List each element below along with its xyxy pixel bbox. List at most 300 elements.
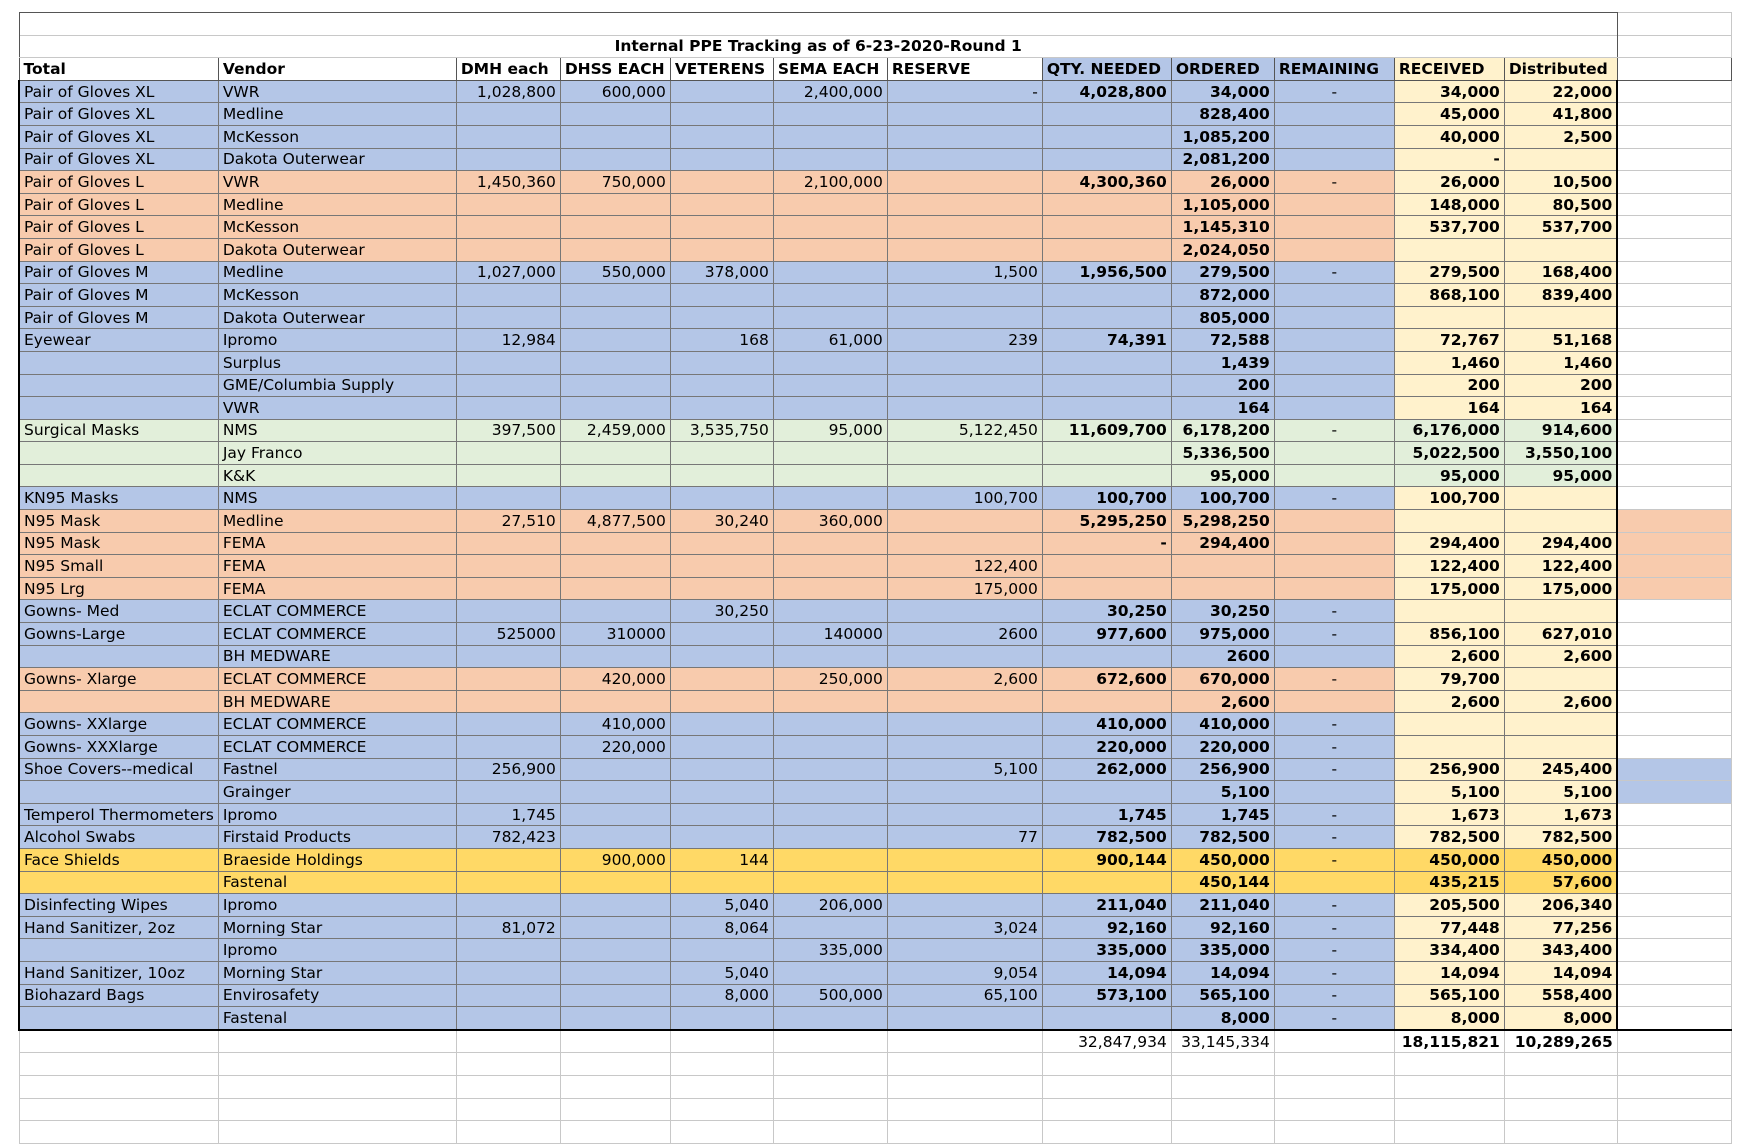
table-cell[interactable]: - [887, 80, 1042, 103]
table-cell[interactable]: - [1274, 758, 1394, 781]
table-cell[interactable]: Biohazard Bags [19, 984, 218, 1007]
table-cell[interactable] [773, 826, 887, 849]
table-cell[interactable]: 782,500 [1171, 826, 1274, 849]
table-cell[interactable]: - [1274, 487, 1394, 510]
table-cell[interactable] [1274, 577, 1394, 600]
table-cell[interactable]: 6,176,000 [1394, 419, 1504, 442]
table-cell[interactable]: Surgical Masks [19, 419, 218, 442]
empty-cell[interactable] [1171, 1075, 1274, 1098]
empty-cell[interactable] [19, 1121, 218, 1144]
table-cell[interactable]: 256,900 [1394, 758, 1504, 781]
table-cell[interactable]: - [1274, 80, 1394, 103]
table-cell[interactable]: 900,144 [1042, 848, 1171, 871]
table-cell[interactable]: Hand Sanitizer, 10oz [19, 961, 218, 984]
table-cell[interactable] [670, 397, 773, 420]
table-cell[interactable] [773, 193, 887, 216]
table-cell[interactable]: Medline [218, 510, 456, 533]
table-cell[interactable]: 5,336,500 [1171, 442, 1274, 465]
table-cell[interactable]: 11,609,700 [1042, 419, 1171, 442]
table-cell[interactable] [456, 238, 560, 261]
table-cell[interactable]: 5,100 [1394, 781, 1504, 804]
table-cell[interactable] [456, 193, 560, 216]
empty-cell[interactable] [773, 1098, 887, 1121]
empty-cell[interactable] [773, 1053, 887, 1076]
table-cell[interactable]: 4,877,500 [560, 510, 670, 533]
table-cell[interactable] [1042, 577, 1171, 600]
table-cell[interactable]: ECLAT COMMERCE [218, 713, 456, 736]
table-cell[interactable] [1274, 464, 1394, 487]
table-cell[interactable] [670, 1007, 773, 1030]
table-cell[interactable]: VWR [218, 171, 456, 194]
empty-cell[interactable] [1274, 1053, 1394, 1076]
empty-cell[interactable] [1617, 1121, 1731, 1144]
table-cell[interactable]: 92,160 [1042, 916, 1171, 939]
table-cell[interactable] [19, 442, 218, 465]
table-cell[interactable]: - [1274, 171, 1394, 194]
table-cell[interactable]: - [1274, 894, 1394, 917]
table-cell[interactable] [560, 577, 670, 600]
table-cell[interactable] [560, 961, 670, 984]
empty-cell[interactable] [560, 1053, 670, 1076]
table-cell[interactable] [670, 193, 773, 216]
table-cell[interactable] [1274, 374, 1394, 397]
table-cell[interactable] [887, 148, 1042, 171]
table-cell[interactable] [1042, 284, 1171, 307]
table-cell[interactable] [887, 871, 1042, 894]
table-cell[interactable]: 77,256 [1504, 916, 1617, 939]
table-cell[interactable] [456, 148, 560, 171]
table-cell[interactable]: 782,500 [1042, 826, 1171, 849]
table-cell[interactable]: Fastenal [218, 871, 456, 894]
table-cell[interactable]: 92,160 [1171, 916, 1274, 939]
table-cell[interactable] [1394, 306, 1504, 329]
table-cell[interactable]: 168 [670, 329, 773, 352]
table-cell[interactable] [670, 826, 773, 849]
table-cell[interactable]: 294,400 [1394, 532, 1504, 555]
table-cell[interactable] [456, 103, 560, 126]
table-cell[interactable] [773, 645, 887, 668]
table-cell[interactable]: 1,085,200 [1171, 125, 1274, 148]
table-cell[interactable] [670, 758, 773, 781]
table-cell[interactable]: 537,700 [1394, 216, 1504, 239]
table-cell[interactable]: 8,000 [1504, 1007, 1617, 1030]
table-cell[interactable]: 239 [887, 329, 1042, 352]
table-cell[interactable]: 2,600 [1504, 690, 1617, 713]
empty-cell[interactable] [1617, 1098, 1731, 1121]
empty-cell[interactable] [1171, 1098, 1274, 1121]
table-cell[interactable]: 148,000 [1394, 193, 1504, 216]
table-cell[interactable] [1394, 713, 1504, 736]
table-cell[interactable] [1504, 713, 1617, 736]
table-cell[interactable]: Pair of Gloves XL [19, 125, 218, 148]
table-cell[interactable]: 5,295,250 [1042, 510, 1171, 533]
table-cell[interactable]: 45,000 [1394, 103, 1504, 126]
table-cell[interactable] [19, 871, 218, 894]
table-cell[interactable] [773, 487, 887, 510]
table-cell[interactable] [887, 442, 1042, 465]
table-cell[interactable]: 175,000 [1394, 577, 1504, 600]
table-cell[interactable]: 782,500 [1504, 826, 1617, 849]
table-cell[interactable]: ECLAT COMMERCE [218, 600, 456, 623]
table-cell[interactable]: - [1274, 803, 1394, 826]
table-cell[interactable]: Gowns- Med [19, 600, 218, 623]
table-cell[interactable]: 450,000 [1504, 848, 1617, 871]
table-cell[interactable] [456, 577, 560, 600]
table-cell[interactable] [773, 736, 887, 759]
table-cell[interactable]: Pair of Gloves L [19, 193, 218, 216]
table-cell[interactable] [1042, 238, 1171, 261]
table-cell[interactable]: - [1274, 419, 1394, 442]
empty-cell[interactable] [1042, 1121, 1171, 1144]
table-cell[interactable]: 500,000 [773, 984, 887, 1007]
table-cell[interactable]: 410,000 [1042, 713, 1171, 736]
table-cell[interactable] [773, 442, 887, 465]
table-cell[interactable]: 1,450,360 [456, 171, 560, 194]
table-cell[interactable]: - [1274, 939, 1394, 962]
table-cell[interactable]: - [1274, 961, 1394, 984]
table-cell[interactable] [887, 397, 1042, 420]
table-cell[interactable] [1504, 668, 1617, 691]
table-cell[interactable]: 450,144 [1171, 871, 1274, 894]
table-cell[interactable] [560, 894, 670, 917]
table-cell[interactable] [1274, 193, 1394, 216]
table-cell[interactable] [773, 103, 887, 126]
table-cell[interactable] [773, 781, 887, 804]
table-cell[interactable] [456, 690, 560, 713]
empty-cell[interactable] [456, 1098, 560, 1121]
table-cell[interactable] [887, 713, 1042, 736]
table-cell[interactable] [560, 148, 670, 171]
table-cell[interactable] [1042, 125, 1171, 148]
table-cell[interactable]: 1,673 [1504, 803, 1617, 826]
table-cell[interactable]: 140000 [773, 623, 887, 646]
table-cell[interactable]: KN95 Masks [19, 487, 218, 510]
table-cell[interactable]: 95,000 [1171, 464, 1274, 487]
table-cell[interactable] [887, 125, 1042, 148]
table-cell[interactable] [560, 193, 670, 216]
table-cell[interactable]: 5,040 [670, 961, 773, 984]
empty-cell[interactable] [1274, 1075, 1394, 1098]
empty-cell[interactable] [1171, 1053, 1274, 1076]
table-cell[interactable]: 410,000 [560, 713, 670, 736]
empty-cell[interactable] [1042, 1075, 1171, 1098]
table-cell[interactable]: Pair of Gloves M [19, 284, 218, 307]
table-cell[interactable]: Shoe Covers--medical [19, 758, 218, 781]
table-cell[interactable] [670, 442, 773, 465]
table-cell[interactable]: 805,000 [1171, 306, 1274, 329]
table-cell[interactable]: 164 [1171, 397, 1274, 420]
table-cell[interactable]: 672,600 [1042, 668, 1171, 691]
table-cell[interactable]: NMS [218, 487, 456, 510]
table-cell[interactable]: 2600 [1171, 645, 1274, 668]
table-cell[interactable]: 26,000 [1394, 171, 1504, 194]
table-cell[interactable] [887, 645, 1042, 668]
table-cell[interactable] [1042, 397, 1171, 420]
table-cell[interactable] [456, 1007, 560, 1030]
table-cell[interactable] [670, 532, 773, 555]
table-cell[interactable]: Ipromo [218, 329, 456, 352]
table-cell[interactable] [560, 125, 670, 148]
table-cell[interactable]: 95,000 [773, 419, 887, 442]
table-cell[interactable]: 1,145,310 [1171, 216, 1274, 239]
table-cell[interactable] [560, 690, 670, 713]
table-cell[interactable] [670, 103, 773, 126]
table-cell[interactable]: 256,900 [1171, 758, 1274, 781]
table-cell[interactable]: McKesson [218, 125, 456, 148]
table-cell[interactable]: - [1274, 261, 1394, 284]
table-cell[interactable] [773, 464, 887, 487]
table-cell[interactable] [887, 532, 1042, 555]
table-cell[interactable]: Medline [218, 103, 456, 126]
table-cell[interactable]: 5,298,250 [1171, 510, 1274, 533]
table-cell[interactable] [773, 1007, 887, 1030]
table-cell[interactable]: 51,168 [1504, 329, 1617, 352]
table-cell[interactable]: Pair of Gloves XL [19, 148, 218, 171]
table-cell[interactable]: 525000 [456, 623, 560, 646]
table-cell[interactable]: 1,460 [1394, 351, 1504, 374]
table-cell[interactable]: 2,600 [1504, 645, 1617, 668]
table-cell[interactable] [1274, 871, 1394, 894]
table-cell[interactable] [773, 961, 887, 984]
table-cell[interactable]: 5,100 [887, 758, 1042, 781]
table-cell[interactable] [560, 238, 670, 261]
table-cell[interactable]: 34,000 [1171, 80, 1274, 103]
table-cell[interactable]: Pair of Gloves L [19, 216, 218, 239]
table-cell[interactable] [773, 713, 887, 736]
table-cell[interactable] [456, 487, 560, 510]
table-cell[interactable]: 2,600 [1394, 690, 1504, 713]
table-cell[interactable]: 2,100,000 [773, 171, 887, 194]
table-cell[interactable] [1274, 351, 1394, 374]
table-cell[interactable]: 3,535,750 [670, 419, 773, 442]
empty-cell[interactable] [1617, 1053, 1731, 1076]
table-cell[interactable] [560, 487, 670, 510]
table-cell[interactable]: 175,000 [887, 577, 1042, 600]
table-cell[interactable] [456, 397, 560, 420]
table-cell[interactable] [19, 645, 218, 668]
table-cell[interactable] [887, 216, 1042, 239]
table-cell[interactable] [773, 916, 887, 939]
table-cell[interactable]: 1,745 [1171, 803, 1274, 826]
table-cell[interactable]: Pair of Gloves L [19, 171, 218, 194]
table-cell[interactable] [887, 351, 1042, 374]
table-cell[interactable]: 2,400,000 [773, 80, 887, 103]
table-cell[interactable] [773, 351, 887, 374]
table-cell[interactable]: McKesson [218, 284, 456, 307]
table-cell[interactable]: 5,122,450 [887, 419, 1042, 442]
table-cell[interactable] [887, 894, 1042, 917]
table-cell[interactable]: 122,400 [887, 555, 1042, 578]
table-cell[interactable] [670, 871, 773, 894]
column-header[interactable]: VETERENS [670, 58, 773, 81]
table-cell[interactable] [560, 464, 670, 487]
table-cell[interactable]: 1,028,800 [456, 80, 560, 103]
table-cell[interactable] [19, 397, 218, 420]
table-cell[interactable] [456, 374, 560, 397]
table-cell[interactable]: 250,000 [773, 668, 887, 691]
table-cell[interactable]: Dakota Outerwear [218, 306, 456, 329]
table-cell[interactable] [670, 781, 773, 804]
table-cell[interactable]: - [1274, 623, 1394, 646]
table-cell[interactable]: 175,000 [1504, 577, 1617, 600]
table-cell[interactable]: Surplus [218, 351, 456, 374]
table-cell[interactable]: 27,510 [456, 510, 560, 533]
table-cell[interactable] [1274, 555, 1394, 578]
table-cell[interactable] [670, 148, 773, 171]
total-cell[interactable] [773, 1030, 887, 1053]
table-cell[interactable] [1274, 306, 1394, 329]
empty-cell[interactable] [1042, 1098, 1171, 1121]
column-header[interactable]: RECEIVED [1394, 58, 1504, 81]
table-cell[interactable]: 30,240 [670, 510, 773, 533]
table-cell[interactable] [1042, 193, 1171, 216]
table-cell[interactable]: 95,000 [1394, 464, 1504, 487]
table-cell[interactable]: Medline [218, 261, 456, 284]
table-cell[interactable] [560, 216, 670, 239]
table-cell[interactable]: 2,459,000 [560, 419, 670, 442]
table-cell[interactable]: 144 [670, 848, 773, 871]
column-header[interactable]: Vendor [218, 58, 456, 81]
table-cell[interactable]: 975,000 [1171, 623, 1274, 646]
table-cell[interactable]: 220,000 [560, 736, 670, 759]
table-cell[interactable] [1274, 510, 1394, 533]
table-cell[interactable] [456, 284, 560, 307]
table-cell[interactable]: - [1274, 668, 1394, 691]
table-cell[interactable]: 1,500 [887, 261, 1042, 284]
table-cell[interactable]: - [1274, 848, 1394, 871]
empty-cell[interactable] [1504, 1121, 1617, 1144]
table-cell[interactable] [1042, 781, 1171, 804]
table-cell[interactable]: FEMA [218, 577, 456, 600]
table-cell[interactable] [560, 803, 670, 826]
table-cell[interactable]: 14,094 [1042, 961, 1171, 984]
table-cell[interactable] [773, 216, 887, 239]
table-cell[interactable] [19, 1007, 218, 1030]
table-cell[interactable]: 900,000 [560, 848, 670, 871]
table-cell[interactable] [560, 442, 670, 465]
table-cell[interactable]: 977,600 [1042, 623, 1171, 646]
table-cell[interactable] [456, 713, 560, 736]
table-cell[interactable] [560, 103, 670, 126]
table-cell[interactable]: N95 Mask [19, 510, 218, 533]
table-cell[interactable]: 279,500 [1394, 261, 1504, 284]
empty-cell[interactable] [1394, 1121, 1504, 1144]
table-cell[interactable] [670, 171, 773, 194]
table-cell[interactable] [773, 148, 887, 171]
table-cell[interactable] [773, 758, 887, 781]
table-cell[interactable] [1274, 148, 1394, 171]
table-cell[interactable] [560, 871, 670, 894]
table-cell[interactable]: Alcohol Swabs [19, 826, 218, 849]
table-cell[interactable] [1504, 510, 1617, 533]
empty-cell[interactable] [773, 1075, 887, 1098]
table-cell[interactable]: BH MEDWARE [218, 645, 456, 668]
table-cell[interactable] [887, 803, 1042, 826]
empty-cell[interactable] [218, 1121, 456, 1144]
total-cell[interactable] [887, 1030, 1042, 1053]
table-cell[interactable] [773, 555, 887, 578]
table-cell[interactable] [773, 284, 887, 307]
table-cell[interactable]: 310000 [560, 623, 670, 646]
table-cell[interactable] [1042, 871, 1171, 894]
table-cell[interactable] [1394, 600, 1504, 623]
table-cell[interactable]: 100,700 [1394, 487, 1504, 510]
table-cell[interactable]: - [1394, 148, 1504, 171]
table-cell[interactable]: Pair of Gloves M [19, 261, 218, 284]
table-cell[interactable] [773, 803, 887, 826]
table-cell[interactable]: 220,000 [1042, 736, 1171, 759]
table-cell[interactable]: 2,024,050 [1171, 238, 1274, 261]
table-cell[interactable]: - [1274, 736, 1394, 759]
table-cell[interactable]: Dakota Outerwear [218, 238, 456, 261]
table-cell[interactable] [670, 736, 773, 759]
table-cell[interactable]: 34,000 [1394, 80, 1504, 103]
table-cell[interactable] [670, 803, 773, 826]
table-cell[interactable]: Ipromo [218, 939, 456, 962]
table-cell[interactable] [560, 781, 670, 804]
table-cell[interactable]: ECLAT COMMERCE [218, 668, 456, 691]
table-cell[interactable]: Morning Star [218, 961, 456, 984]
table-cell[interactable] [456, 464, 560, 487]
table-cell[interactable] [456, 306, 560, 329]
table-cell[interactable] [456, 668, 560, 691]
table-cell[interactable]: 1,673 [1394, 803, 1504, 826]
table-cell[interactable]: 1,027,000 [456, 261, 560, 284]
table-cell[interactable]: 164 [1394, 397, 1504, 420]
table-cell[interactable]: - [1042, 532, 1171, 555]
table-cell[interactable]: 10,500 [1504, 171, 1617, 194]
table-cell[interactable]: 378,000 [670, 261, 773, 284]
table-cell[interactable] [1274, 645, 1394, 668]
table-cell[interactable] [1504, 487, 1617, 510]
empty-cell[interactable] [1617, 1075, 1731, 1098]
table-cell[interactable]: 573,100 [1042, 984, 1171, 1007]
table-cell[interactable]: ECLAT COMMERCE [218, 623, 456, 646]
table-cell[interactable] [560, 374, 670, 397]
table-cell[interactable]: N95 Small [19, 555, 218, 578]
table-cell[interactable]: 8,000 [670, 984, 773, 1007]
table-cell[interactable]: 14,094 [1394, 961, 1504, 984]
table-cell[interactable] [1504, 736, 1617, 759]
empty-cell[interactable] [1504, 1075, 1617, 1098]
table-cell[interactable]: 206,340 [1504, 894, 1617, 917]
table-cell[interactable]: 95,000 [1504, 464, 1617, 487]
table-cell[interactable] [670, 577, 773, 600]
table-cell[interactable] [773, 238, 887, 261]
table-cell[interactable] [1274, 329, 1394, 352]
table-cell[interactable] [887, 374, 1042, 397]
table-cell[interactable]: Ipromo [218, 803, 456, 826]
table-cell[interactable]: 360,000 [773, 510, 887, 533]
empty-cell[interactable] [456, 1121, 560, 1144]
empty-cell[interactable] [1504, 1098, 1617, 1121]
table-cell[interactable] [456, 645, 560, 668]
table-cell[interactable]: 30,250 [1171, 600, 1274, 623]
empty-cell[interactable] [887, 1075, 1042, 1098]
empty-cell[interactable] [19, 1098, 218, 1121]
table-cell[interactable]: Fastnel [218, 758, 456, 781]
table-cell[interactable]: 220,000 [1171, 736, 1274, 759]
column-header[interactable]: DMH each [456, 58, 560, 81]
table-cell[interactable] [19, 351, 218, 374]
table-cell[interactable]: FEMA [218, 532, 456, 555]
table-cell[interactable] [773, 374, 887, 397]
table-cell[interactable] [1042, 690, 1171, 713]
total-cell[interactable]: 10,289,265 [1504, 1030, 1617, 1053]
table-cell[interactable]: 3,550,100 [1504, 442, 1617, 465]
table-cell[interactable]: 868,100 [1394, 284, 1504, 307]
table-cell[interactable]: GME/Columbia Supply [218, 374, 456, 397]
